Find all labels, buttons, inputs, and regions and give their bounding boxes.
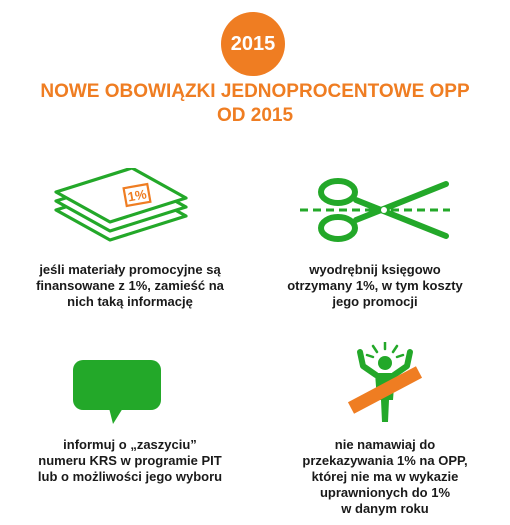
promo-papers-icon (50, 168, 200, 248)
title-line-2: OD 2015 (216, 105, 294, 126)
crossed-person-icon (345, 342, 425, 428)
promo-percent-label: 1% (126, 186, 148, 205)
year-badge (221, 12, 285, 76)
item-caption-accounting: wyodrębnij księgowo otrzymany 1%, w tym koszty jego promocji (287, 262, 463, 309)
page-title (0, 80, 510, 128)
title-line-1: NOWE OBOWIĄZKI JEDNOPROCENTOWE OPP (40, 81, 470, 102)
item-caption-krs: informuj o „zaszyciu” numeru KRS w programie PIT lub o możliwości jego wyboru (37, 437, 223, 484)
item-caption-promo: jeśli materiały promocyjne są finansowane z 1%, zamieść na nich taką informację (36, 262, 224, 309)
year-badge-label: 2015 (230, 32, 276, 55)
item-caption-prohibition: nie namawiaj do przekazywania 1% na OPP, której nie ma w wykazie uprawnionych do 1% w danym roku (302, 437, 468, 516)
scissors-icon (300, 170, 450, 250)
speech-bubble-icon (73, 360, 163, 425)
